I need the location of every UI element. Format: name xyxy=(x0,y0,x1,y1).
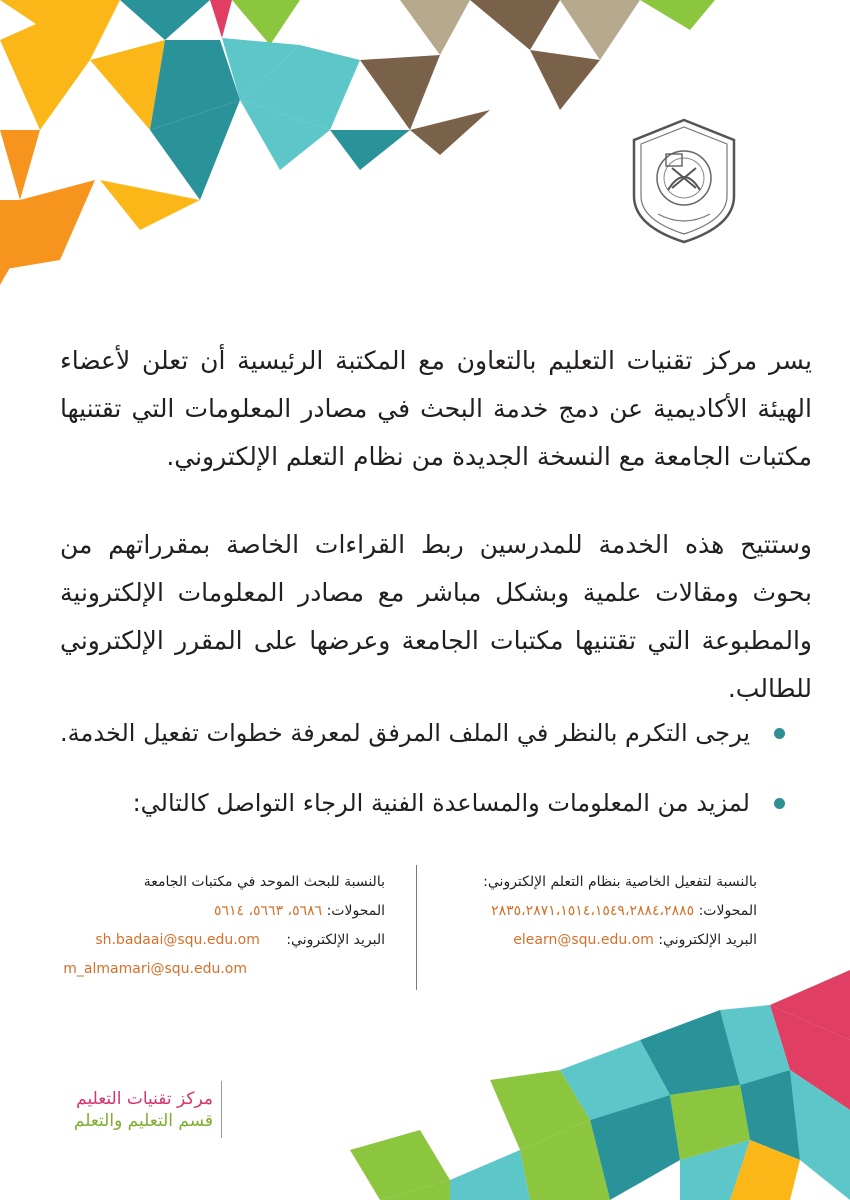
bullet-text: لمزيد من المعلومات والمساعدة الفنية الرجاء التواصل كالتالي: xyxy=(132,789,750,817)
library-email-link-2[interactable]: m_almamari@squ.edu.om xyxy=(63,961,247,977)
library-email-link-1[interactable]: sh.badaai@squ.edu.om xyxy=(95,932,260,948)
library-email-row xyxy=(63,926,385,955)
elearning-heading: بالنسبة لتفعيل الخاصية بنظام التعلم الإلكتروني: xyxy=(483,874,757,890)
department-signature xyxy=(74,1088,213,1132)
elearning-extensions xyxy=(483,897,757,926)
bullet-attachment xyxy=(60,713,785,753)
library-heading: بالنسبة للبحث الموحد في مكتبات الجامعة xyxy=(143,874,385,890)
bullet-text: يرجى التكرم بالنظر في الملف المرفق لمعرفة خطوات تفعيل الخدمة. xyxy=(60,719,750,747)
library-contact-block xyxy=(63,868,385,984)
department-name: قسم التعليم والتعلم xyxy=(73,1111,213,1131)
elearning-email-row xyxy=(483,926,757,955)
ext-values: ٢٨٣٥،٢٨٧١،١٥١٤،١٥٤٩،٢٨٨٤،٢٨٨٥ xyxy=(491,903,695,919)
library-extensions xyxy=(63,897,385,926)
email-label: البريد الإلكتروني: xyxy=(658,932,757,948)
center-name: مركز تقنيات التعليم xyxy=(76,1089,213,1109)
email-label: البريد الإلكتروني: xyxy=(286,932,385,948)
elearning-contact-block xyxy=(483,868,757,955)
elearning-email-link[interactable]: elearn@squ.edu.om xyxy=(513,932,654,948)
university-emblem-logo xyxy=(628,118,740,244)
ext-values: ٥٦٨٦، ٥٦٦٣، ٥٦١٤ xyxy=(213,903,323,919)
bullet-dot-icon xyxy=(774,728,785,739)
service-paragraph: وستتيح هذه الخدمة للمدرسين ربط القراءات الخاصة بمقرراتهم من بحوث ومقالات علمية وبشكل مباشر مع مصادر المعلومات الإلكترونية والمطبوعة التي تقتنيها مكتبات الجامعة وعرضها على المقرر الإلكتروني للطالب. xyxy=(60,530,812,703)
ext-label: المحولات: xyxy=(326,903,385,919)
vertical-divider xyxy=(416,865,417,990)
bullet-contact xyxy=(133,783,785,823)
department-divider xyxy=(221,1081,222,1138)
intro-paragraph: يسر مركز تقنيات التعليم بالتعاون مع المكتبة الرئيسية أن تعلن لأعضاء الهيئة الأكاديمية عن دمج خدمة البحث في مصادر المعلومات التي تقتنيها مكتبات الجامعة مع النسخة الجديدة من نظام التعلم الإلكتروني. xyxy=(60,346,812,471)
library-email-row-2 xyxy=(63,955,247,984)
bullet-dot-icon xyxy=(774,798,785,809)
ext-label: المحولات: xyxy=(698,903,757,919)
